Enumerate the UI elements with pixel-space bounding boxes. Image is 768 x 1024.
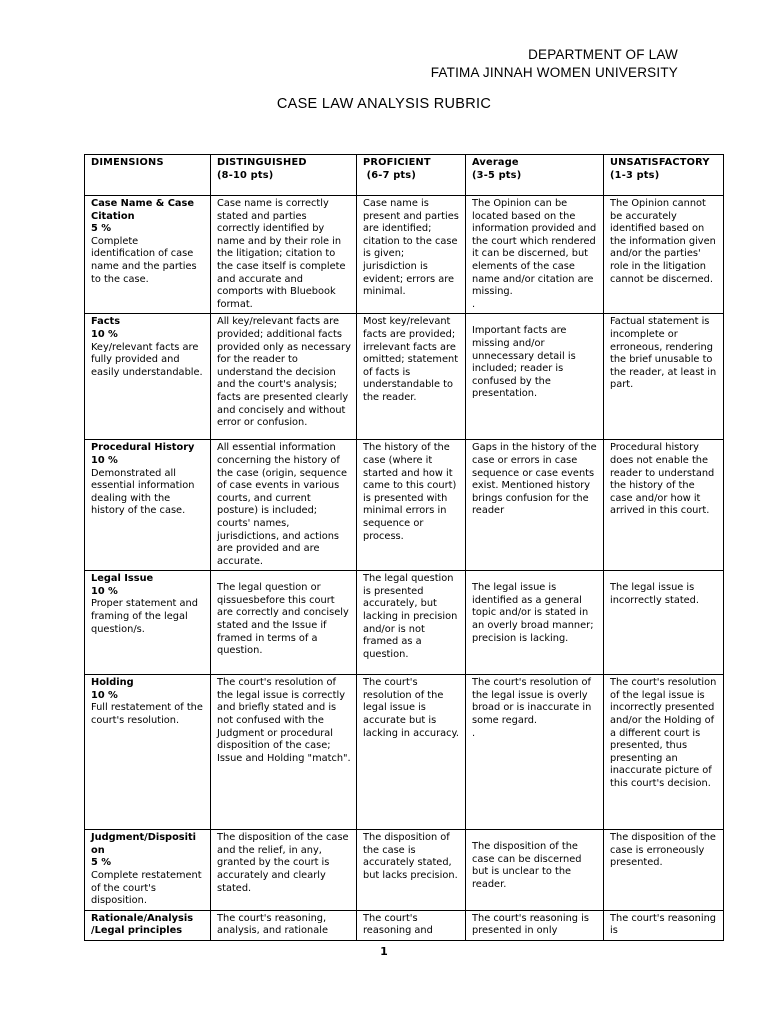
header-cell-average: Average (3-5 pts)	[466, 155, 604, 196]
page-number: 1	[380, 945, 388, 958]
proficient-cell: Most key/relevant facts are provided; irrelevant facts are omitted; statement of facts is understandable to the reader.	[357, 314, 466, 440]
university-name: FATIMA JINNAH WOMEN UNIVERSITY	[430, 65, 678, 80]
document-title: CASE LAW ANALYSIS RUBRIC	[276, 96, 492, 112]
dimension-weight: 10 %	[91, 454, 118, 466]
dimension-weight: 5 %	[91, 223, 112, 235]
unsatisfactory-cell: The court's reasoning is	[604, 910, 724, 940]
rubric-table	[84, 154, 724, 941]
average-cell: The court's resolution of the legal issue is overly broad or is inaccurate in some regard. .	[466, 675, 604, 830]
distinguished-cell: The court's resolution of the legal issue is correctly and briefly stated and is not confused with the Judgment or procedural disposition of the case; Issue and Holding "match".	[211, 675, 357, 830]
dimension-name: Holding	[91, 677, 134, 689]
dimension-cell	[85, 314, 211, 440]
rubric-row	[85, 196, 724, 314]
rubric-row	[85, 440, 724, 571]
dimension-description: Key/relevant facts are fully provided and easily understandable.	[91, 341, 203, 378]
dimension-name: Procedural History	[91, 442, 195, 454]
header-cell-unsatisfactory: UNSATISFACTORY (1-3 pts)	[604, 155, 724, 196]
dimension-cell	[85, 571, 211, 675]
dimension-name: Judgment/Dispositi on	[91, 832, 197, 856]
dimension-name: Facts	[91, 316, 121, 328]
rubric-row	[85, 571, 724, 675]
unsatisfactory-cell: Factual statement is incomplete or erroneous, rendering the brief unusable to the reader, at least in part.	[604, 314, 724, 440]
average-cell: The legal issue is identified as a general topic and/or is stated in an overly broad manner; precision is lacking.	[466, 571, 604, 675]
distinguished-cell: The court's reasoning, analysis, and rationale	[211, 910, 357, 940]
distinguished-cell: The disposition of the case and the relief, in any, granted by the court is accurately and clearly stated.	[211, 830, 357, 911]
distinguished-cell: Case name is correctly stated and parties correctly identified by name and by their role in the litigation; citation to the case itself is complete and accurate and comports with Bluebook format.	[211, 196, 357, 314]
unsatisfactory-cell: The Opinion cannot be accurately identified based on the information given and/or the parties' role in the litigation cannot be discerned.	[604, 196, 724, 314]
rubric-row	[85, 314, 724, 440]
dimension-name: Case Name & Case Citation	[91, 198, 194, 222]
unsatisfactory-cell: The disposition of the case is erroneously presented.	[604, 830, 724, 911]
unsatisfactory-cell: The court's resolution of the legal issue is incorrectly presented and/or the Holding of a different court is presented, thus presenting an inaccurate picture of this court's decision.	[604, 675, 724, 830]
proficient-cell: The history of the case (where it started and how it came to this court) is presented with minimal errors in sequence or process.	[357, 440, 466, 571]
header-row	[85, 155, 724, 196]
header-cell-distinguished: DISTINGUISHED (8-10 pts)	[211, 155, 357, 196]
average-cell: Gaps in the history of the case or errors in case sequence or case events exist. Mentioned history brings confusion for the reader	[466, 440, 604, 571]
department-name: DEPARTMENT OF LAW	[528, 47, 678, 62]
header-cell-dimensions: DIMENSIONS	[85, 155, 211, 196]
rubric-row	[85, 910, 724, 940]
dimension-description: Complete restatement of the court's disposition.	[91, 870, 202, 907]
unsatisfactory-cell: Procedural history does not enable the reader to understand the history of the case and/or how it arrived in this court.	[604, 440, 724, 571]
dimension-description: Full restatement of the court's resolution.	[91, 702, 203, 727]
dimension-weight: 10 %	[91, 689, 118, 701]
distinguished-cell: All essential information concerning the history of the case (origin, sequence of case events in various courts, and current posture) is included; courts' names, jurisdictions, and actions are provided and are accurate.	[211, 440, 357, 571]
dimension-weight: 5 %	[91, 857, 112, 869]
dimension-description: Demonstrated all essential information dealing with the history of the case.	[91, 467, 195, 517]
average-cell: The disposition of the case can be discerned but is unclear to the reader.	[466, 830, 604, 911]
proficient-cell: The legal question is presented accurately, but lacking in precision and/or is not framed as a question.	[357, 571, 466, 675]
dimension-description: Proper statement and framing of the legal question/s.	[91, 598, 198, 635]
proficient-cell: The disposition of the case is accurately stated, but lacks precision.	[357, 830, 466, 911]
dimension-cell	[85, 910, 211, 940]
dimension-name: Rationale/Analysis /Legal principles	[91, 912, 194, 937]
dimension-cell	[85, 830, 211, 911]
proficient-cell: The court's resolution of the legal issue is accurate but is lacking in accuracy.	[357, 675, 466, 830]
unsatisfactory-cell: The legal issue is incorrectly stated.	[604, 571, 724, 675]
average-cell: The court's reasoning is presented in only	[466, 910, 604, 940]
dimension-cell	[85, 196, 211, 314]
proficient-cell: The court's reasoning and	[357, 910, 466, 940]
dimension-weight: 10 %	[91, 585, 118, 597]
header-cell-proficient: PROFICIENT (6-7 pts)	[357, 155, 466, 196]
distinguished-cell: The legal question or qissuesbefore this court are correctly and concisely stated and the Issue if framed in terms of a question.	[211, 571, 357, 675]
average-cell: Important facts are missing and/or unnecessary detail is included; reader is confused by the presentation.	[466, 314, 604, 440]
average-cell: The Opinion can be located based on the information provided and the court which rendered it can be discerned, but elements of the case name and/or citation are missing. .	[466, 196, 604, 314]
dimension-cell	[85, 440, 211, 571]
dimension-cell	[85, 675, 211, 830]
distinguished-cell: All key/relevant facts are provided; additional facts provided only as necessary for the reader to understand the decision and the court's analysis; facts are presented clearly and concisely and without error or confusion.	[211, 314, 357, 440]
proficient-cell: Case name is present and parties are identified; citation to the case is given; jurisdiction is evident; errors are minimal.	[357, 196, 466, 314]
dimension-name: Legal Issue	[91, 573, 154, 585]
dimension-description: Complete identification of case name and the parties to the case.	[91, 235, 197, 285]
rubric-row	[85, 675, 724, 830]
dimension-weight: 10 %	[91, 328, 118, 340]
rubric-row	[85, 830, 724, 911]
